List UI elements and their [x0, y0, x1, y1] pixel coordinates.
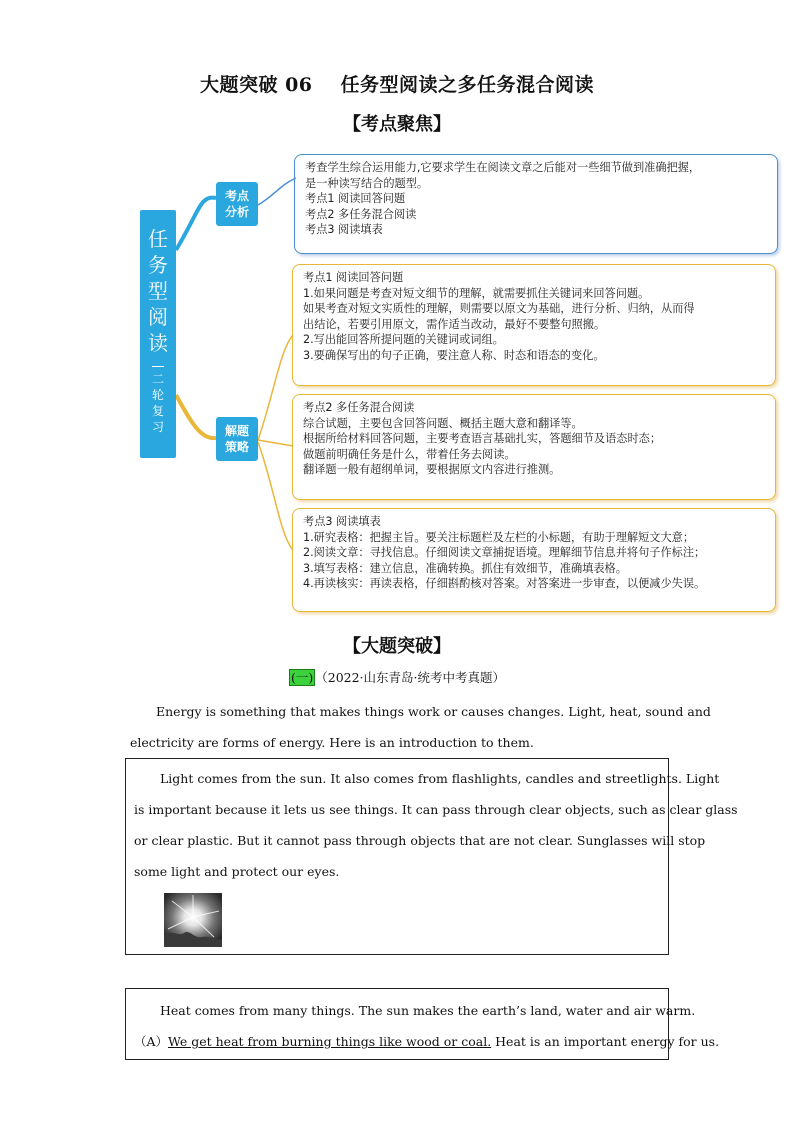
review-char: 二: [151, 372, 164, 386]
main-topic-char: 型: [148, 279, 168, 303]
section-break-heading: 【大题突破】: [343, 636, 451, 657]
review-char: 习: [151, 420, 164, 434]
main-topic-char: 阅: [148, 305, 168, 329]
node-analysis: 考点 分析: [216, 182, 258, 226]
box-analysis: 考查学生综合运用能力,它要求学生在阅读文章之后能对一些细节做到准确把握， 是一种读写结合的题型。 考点1 阅读回答问题 考点2 多任务混合阅读 考点3 阅读填表: [294, 154, 778, 254]
review-label: [140, 371, 176, 435]
main-topic-char: 任: [148, 227, 168, 251]
main-topic-label: [140, 226, 176, 356]
page-title: [0, 70, 794, 97]
box-point2: 考点2 多任务混合阅读 综合试题，主要包含回答问题、概括主题大意和翻译等。 根据所给材料回答问题，主要考查语言基础扎实，答题细节及语态时态； 做题前明确任务是什么，带着任务去阅读。 翻译题一般有超纲单词，要根据原文内容进行推测。: [292, 394, 776, 500]
review-char: 复: [151, 404, 164, 418]
question-header: [0, 668, 794, 686]
question-source: （2022·山东青岛·统考中考真题）: [315, 670, 506, 685]
node-strategy: 解题 策略: [216, 417, 258, 461]
main-topic-char: 务: [148, 253, 168, 277]
section-focus-heading: 【考点聚焦】: [343, 114, 451, 135]
underlined-sentence-a: We get heat from burning things like wood or coal.: [168, 1034, 492, 1049]
marker-a: （A）: [134, 1034, 169, 1049]
title-part2: 任务型阅读之多任务混合阅读: [340, 74, 595, 96]
light-box: Light comes from the sun. It also comes from flashlights, candles and streetlights. Light is important because it lets us see things. It can pass through clear objects, such as clear glass or clear plastic. But it cannot pass through objects that are not clear. Sunglasses will stop some light and protect our eyes.: [125, 758, 669, 955]
main-topic-bar: [140, 210, 176, 458]
heat-box: Heat comes from many things. The sun makes the earth’s land, water and air warm. （A）We get heat from burning things like wood or coal. Heat is an important energy for us.: [125, 988, 669, 1060]
title-part1: 大题突破 06: [199, 74, 313, 96]
sun-photo: [164, 893, 222, 947]
review-char: 轮: [151, 388, 164, 402]
intro-paragraph: Energy is something that makes things work or causes changes. Light, heat, sound and electricity are forms of energy. Here is an introduction to them.: [130, 704, 711, 750]
question-number: (一): [290, 670, 314, 685]
box-point1: 考点1 阅读回答问题 1.如果问题是考查对短文细节的理解，就需要抓住关键词来回答问题。 如果考查对短文实质性的理解，则需要以原文为基础，进行分析、归纳，从而得 出结论，若要引用原文，需作适当改动，最好不要整句照搬。 2.写出能回答所提问题的关键词或词组。 3.要确保写出的句子正确，要注意人称、时态和语态的变化。: [292, 264, 776, 386]
box-point3: 考点3 阅读填表 1.研究表格：把握主旨。要关注标题栏及左栏的小标题，有助于理解短文大意； 2.阅读文章：寻找信息。仔细阅读文章捕捉语境。理解细节信息并将句子作标注； 3.填写表格：建立信息，准确转换。抓住有效细节，准确填表格。 4.再读核实：再读表格，仔细斟酌核对答案。对答案进一步审查，以便减少失误。: [292, 508, 776, 612]
mind-map: [130, 150, 790, 620]
main-topic-char: 读: [148, 331, 168, 355]
